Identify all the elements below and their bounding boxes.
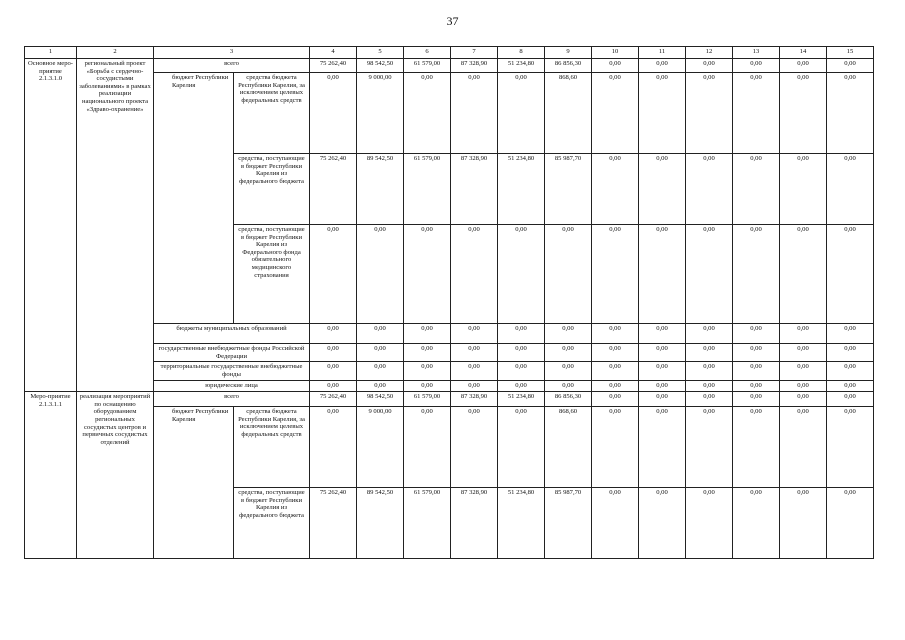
value-cell: 0,00 xyxy=(733,392,780,407)
funding-source-label: средства, поступающие в бюджет Республики Карелия из Федерального фонда обязательного медицинского страхования xyxy=(234,225,310,324)
value-cell: 0,00 xyxy=(639,225,686,324)
value-cell: 0,00 xyxy=(686,324,733,344)
value-cell: 0,00 xyxy=(451,362,498,381)
value-cell: 0,00 xyxy=(686,392,733,407)
value-cell: 87 328,90 xyxy=(451,392,498,407)
budget-table xyxy=(24,46,874,559)
value-cell: 61 579,00 xyxy=(404,392,451,407)
value-cell: 0,00 xyxy=(639,324,686,344)
value-cell: 86 856,30 xyxy=(545,392,592,407)
value-cell: 0,00 xyxy=(592,392,639,407)
value-cell: 0,00 xyxy=(592,73,639,154)
column-header: 14 xyxy=(780,47,827,59)
value-cell: 86 856,30 xyxy=(545,59,592,73)
value-cell: 0,00 xyxy=(404,225,451,324)
value-cell: 0,00 xyxy=(498,73,545,154)
value-cell: 0,00 xyxy=(780,324,827,344)
table-row xyxy=(25,59,874,73)
value-cell: 98 542,50 xyxy=(357,59,404,73)
value-cell: 0,00 xyxy=(451,344,498,362)
value-cell: 9 000,00 xyxy=(357,73,404,154)
value-cell: 75 262,40 xyxy=(310,392,357,407)
column-header: 15 xyxy=(827,47,874,59)
value-cell: 0,00 xyxy=(639,381,686,392)
value-cell: 0,00 xyxy=(733,407,780,488)
value-cell: 0,00 xyxy=(404,73,451,154)
value-cell: 0,00 xyxy=(498,344,545,362)
page-number: 37 xyxy=(446,14,459,28)
value-cell: 0,00 xyxy=(686,73,733,154)
column-header: 4 xyxy=(310,47,357,59)
value-cell: 0,00 xyxy=(733,362,780,381)
value-cell: 0,00 xyxy=(780,154,827,225)
value-cell: 0,00 xyxy=(827,362,874,381)
value-cell: 0,00 xyxy=(592,59,639,73)
value-cell: 0,00 xyxy=(639,407,686,488)
value-cell: 61 579,00 xyxy=(404,488,451,559)
value-cell: 61 579,00 xyxy=(404,154,451,225)
column-header: 6 xyxy=(404,47,451,59)
value-cell: 0,00 xyxy=(545,324,592,344)
value-cell: 0,00 xyxy=(404,344,451,362)
column-header: 11 xyxy=(639,47,686,59)
value-cell: 0,00 xyxy=(310,225,357,324)
value-cell: 0,00 xyxy=(827,73,874,154)
value-cell: 0,00 xyxy=(545,225,592,324)
value-cell: 0,00 xyxy=(780,59,827,73)
funding-source-label: юридические лица xyxy=(154,381,310,392)
value-cell: 0,00 xyxy=(686,154,733,225)
value-cell: 0,00 xyxy=(310,381,357,392)
value-cell: 0,00 xyxy=(780,488,827,559)
value-cell: 0,00 xyxy=(686,344,733,362)
column-header: 1 xyxy=(25,47,77,59)
value-cell: 0,00 xyxy=(639,59,686,73)
value-cell: 0,00 xyxy=(404,324,451,344)
value-cell: 0,00 xyxy=(639,392,686,407)
value-cell: 51 234,80 xyxy=(498,488,545,559)
funding-source-label: государственные внебюджетные фонды Российской Федерации xyxy=(154,344,310,362)
value-cell: 0,00 xyxy=(827,324,874,344)
value-cell: 0,00 xyxy=(639,362,686,381)
value-cell: 0,00 xyxy=(498,324,545,344)
funding-source-label: средства, поступающие в бюджет Республики Карелия из федерального бюджета xyxy=(234,154,310,225)
column-header: 9 xyxy=(545,47,592,59)
value-cell: 0,00 xyxy=(592,154,639,225)
value-cell: 0,00 xyxy=(780,73,827,154)
value-cell: 0,00 xyxy=(686,381,733,392)
value-cell: 0,00 xyxy=(310,407,357,488)
value-cell: 0,00 xyxy=(592,407,639,488)
value-cell: 0,00 xyxy=(733,154,780,225)
value-cell: 0,00 xyxy=(357,362,404,381)
value-cell: 0,00 xyxy=(686,59,733,73)
value-cell: 0,00 xyxy=(639,154,686,225)
value-cell: 0,00 xyxy=(498,381,545,392)
description-cell: региональный проект «Борьба с сердечно-сосудистыми заболеваниями» в рамках реализации национального проекта «Здраво-охранение» xyxy=(77,59,154,392)
value-cell: 0,00 xyxy=(733,73,780,154)
value-cell: 51 234,80 xyxy=(498,59,545,73)
value-cell: 0,00 xyxy=(827,392,874,407)
value-cell: 0,00 xyxy=(357,225,404,324)
value-cell: 0,00 xyxy=(498,362,545,381)
value-cell: 0,00 xyxy=(827,344,874,362)
value-cell: 0,00 xyxy=(827,154,874,225)
column-header: 7 xyxy=(451,47,498,59)
value-cell: 0,00 xyxy=(451,407,498,488)
column-header: 13 xyxy=(733,47,780,59)
value-cell: 0,00 xyxy=(780,407,827,488)
value-cell: 0,00 xyxy=(827,407,874,488)
value-cell: 85 987,70 xyxy=(545,488,592,559)
budget-source-label: бюджет Республики Карелия xyxy=(154,407,234,559)
value-cell: 61 579,00 xyxy=(404,59,451,73)
value-cell: 98 542,50 xyxy=(357,392,404,407)
budget-source-label: бюджет Республики Карелия xyxy=(154,73,234,324)
description-cell: реализация мероприятий по оснащению оборудованием региональных сосудистых центров и первичных сосудистых отделений xyxy=(77,392,154,559)
value-cell: 0,00 xyxy=(733,344,780,362)
value-cell: 0,00 xyxy=(686,407,733,488)
funding-source-label: средства, поступающие в бюджет Республики Карелия из федерального бюджета xyxy=(234,488,310,559)
value-cell: 0,00 xyxy=(545,344,592,362)
value-cell: 0,00 xyxy=(827,59,874,73)
column-header: 3 xyxy=(154,47,310,59)
value-cell: 0,00 xyxy=(780,225,827,324)
value-cell: 0,00 xyxy=(451,73,498,154)
value-cell: 0,00 xyxy=(733,488,780,559)
value-cell: 0,00 xyxy=(404,362,451,381)
value-cell: 75 262,40 xyxy=(310,154,357,225)
value-cell: 9 000,00 xyxy=(357,407,404,488)
value-cell: 0,00 xyxy=(357,381,404,392)
value-cell: 0,00 xyxy=(592,381,639,392)
value-cell: 0,00 xyxy=(827,225,874,324)
value-cell: 0,00 xyxy=(592,225,639,324)
value-cell: 0,00 xyxy=(686,225,733,324)
total-label: всего xyxy=(154,59,310,73)
value-cell: 75 262,40 xyxy=(310,59,357,73)
value-cell: 0,00 xyxy=(498,407,545,488)
value-cell: 0,00 xyxy=(639,344,686,362)
value-cell: 0,00 xyxy=(404,407,451,488)
value-cell: 0,00 xyxy=(827,381,874,392)
value-cell: 868,60 xyxy=(545,73,592,154)
value-cell: 0,00 xyxy=(780,381,827,392)
value-cell: 0,00 xyxy=(733,59,780,73)
value-cell: 0,00 xyxy=(686,362,733,381)
value-cell: 0,00 xyxy=(639,488,686,559)
value-cell: 51 234,80 xyxy=(498,392,545,407)
value-cell: 87 328,90 xyxy=(451,154,498,225)
value-cell: 0,00 xyxy=(592,344,639,362)
value-cell: 89 542,50 xyxy=(357,154,404,225)
value-cell: 0,00 xyxy=(733,225,780,324)
value-cell: 89 542,50 xyxy=(357,488,404,559)
value-cell: 85 987,70 xyxy=(545,154,592,225)
header-row xyxy=(25,47,874,59)
column-header: 12 xyxy=(686,47,733,59)
value-cell: 0,00 xyxy=(498,225,545,324)
value-cell: 0,00 xyxy=(310,362,357,381)
table-row xyxy=(25,392,874,407)
measure-cell: Основное меро-приятие 2.1.3.1.0 xyxy=(25,59,77,392)
value-cell: 0,00 xyxy=(733,381,780,392)
value-cell: 868,60 xyxy=(545,407,592,488)
value-cell: 0,00 xyxy=(780,392,827,407)
column-header: 10 xyxy=(592,47,639,59)
value-cell: 0,00 xyxy=(780,344,827,362)
value-cell: 0,00 xyxy=(827,488,874,559)
value-cell: 0,00 xyxy=(686,488,733,559)
column-header: 5 xyxy=(357,47,404,59)
value-cell: 87 328,90 xyxy=(451,59,498,73)
value-cell: 0,00 xyxy=(451,225,498,324)
value-cell: 0,00 xyxy=(404,381,451,392)
value-cell: 0,00 xyxy=(451,324,498,344)
funding-source-label: бюджеты муниципальных образований xyxy=(154,324,310,344)
value-cell: 0,00 xyxy=(545,381,592,392)
funding-source-label: территориальные государственные внебюджетные фонды xyxy=(154,362,310,381)
value-cell: 0,00 xyxy=(592,362,639,381)
value-cell: 0,00 xyxy=(780,362,827,381)
column-header: 2 xyxy=(77,47,154,59)
column-header: 8 xyxy=(498,47,545,59)
funding-source-label: средства бюджета Республики Карелия, за исключением целевых федеральных средств xyxy=(234,407,310,488)
value-cell: 0,00 xyxy=(451,381,498,392)
value-cell: 0,00 xyxy=(310,344,357,362)
value-cell: 0,00 xyxy=(545,362,592,381)
value-cell: 75 262,40 xyxy=(310,488,357,559)
value-cell: 0,00 xyxy=(357,344,404,362)
total-label: всего xyxy=(154,392,310,407)
value-cell: 0,00 xyxy=(733,324,780,344)
value-cell: 0,00 xyxy=(310,73,357,154)
value-cell: 0,00 xyxy=(592,488,639,559)
value-cell: 0,00 xyxy=(310,324,357,344)
value-cell: 87 328,90 xyxy=(451,488,498,559)
value-cell: 0,00 xyxy=(357,324,404,344)
funding-source-label: средства бюджета Республики Карелия, за исключением целевых федеральных средств xyxy=(234,73,310,154)
value-cell: 0,00 xyxy=(592,324,639,344)
value-cell: 51 234,80 xyxy=(498,154,545,225)
measure-cell: Меро-приятие 2.1.3.1.1 xyxy=(25,392,77,559)
value-cell: 0,00 xyxy=(639,73,686,154)
